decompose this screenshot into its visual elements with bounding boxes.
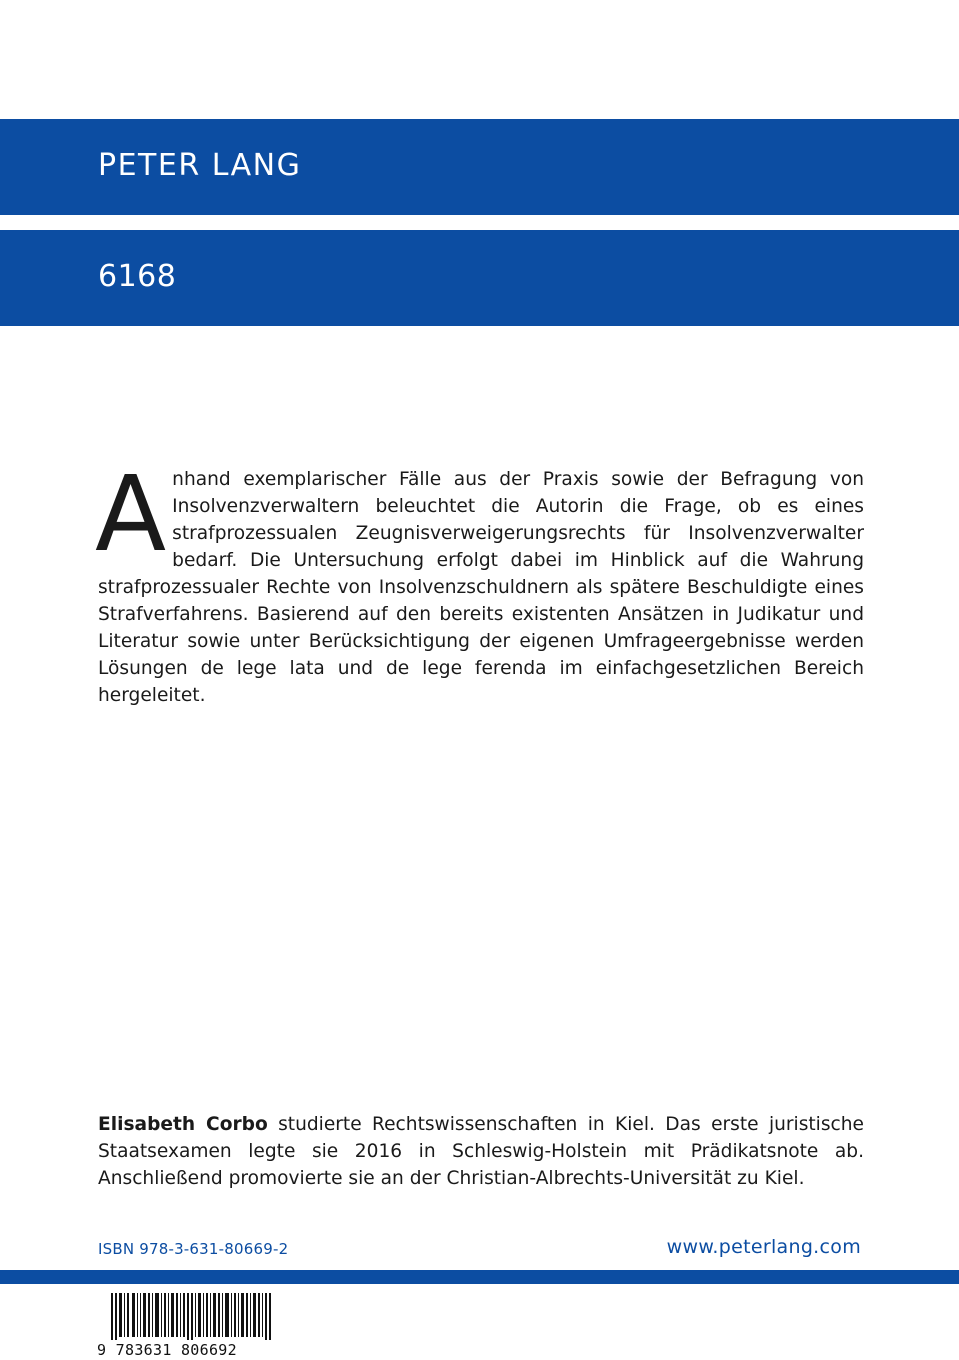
isbn: ISBN 978-3-631-80669-2 (98, 1240, 289, 1258)
author-bio-text: studierte Rechtswissenschaften in Kiel. Das erste juristische Staatsexamen legte sie 2016 in Schleswig-Holstein mit Prädikatsnote ab. Anschließend promovierte sie an der Christian-Albrechts-Universität zu Kiel. (98, 1114, 864, 1189)
bottom-rule (0, 1270, 959, 1284)
publisher-name: PETER LANG (98, 148, 302, 183)
series-number: 6168 (98, 259, 177, 294)
blurb-text: nhand exemplarischer Fälle aus der Praxis sowie der Befragung von Insolvenzverwaltern beleuchtet die Autorin die Frage, ob es eines strafprozessualen Zeugnisverweigerungsrechts für Insolvenzverwalter bedarf. Die Untersuchung erfolgt dabei im Hinblick auf die Wahrung strafprozessualer Rechte von Insolvenzschuldnern als spätere Beschuldigte eines Strafverfahrens. Basierend auf den bereits existenten Ansätzen in Judikatur und Literatur sowie unter Berücksichtigung der eigenen Umfrageergebnisse werden Lösungen de lege lata und de lege ferenda im einfachgesetzlichen Bereich hergeleitet. (98, 469, 864, 706)
blurb-dropcap: A (95, 453, 167, 575)
author-name: Elisabeth Corbo (98, 1114, 268, 1135)
book-blurb (95, 453, 864, 709)
series-band (0, 230, 959, 326)
author-bio (98, 1111, 864, 1192)
barcode-digits: 9 783631 806692 (97, 1340, 292, 1360)
publisher-band (0, 119, 959, 215)
publisher-url: www.peterlang.com (666, 1236, 861, 1258)
